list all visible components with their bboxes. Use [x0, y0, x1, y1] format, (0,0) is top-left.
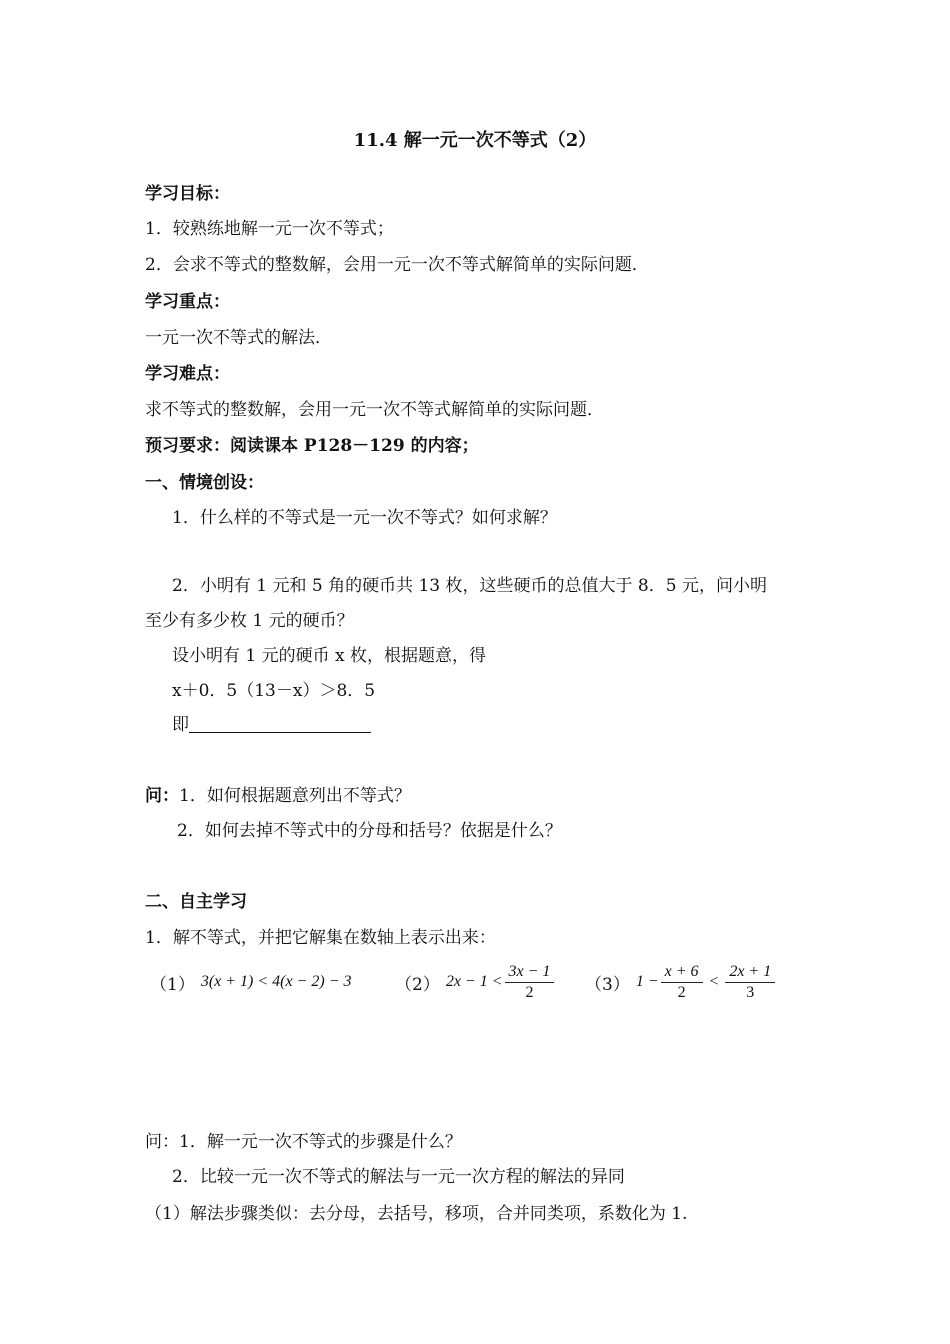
- ask2-question-3: （1）解法步骤类似：去分母，去括号，移项，合并同类项，系数化为 1.: [145, 1204, 688, 1224]
- ask2-question-1: 问：1．解一元一次不等式的步骤是什么？: [145, 1132, 462, 1152]
- equation-3-lhs: 1 −: [635, 973, 659, 990]
- equation-3-denominator-2: 3: [746, 983, 755, 1001]
- preview-requirement: 预习要求：阅读课本 P128－129 的内容；: [145, 436, 479, 456]
- section2-heading: 二、自主学习: [145, 892, 247, 912]
- equation-2: [395, 958, 556, 1006]
- ji-label: 即: [172, 715, 189, 735]
- ask1-line-1: [145, 785, 411, 807]
- equation-2-numerator: 3x − 1: [505, 962, 555, 983]
- answer-line: [172, 714, 371, 736]
- ask1-question-1: 1．如何根据题意列出不等式？: [179, 786, 411, 806]
- key-heading: 学习重点：: [145, 292, 230, 312]
- goal-item: 1．较熟练地解一元一次不等式；: [145, 219, 394, 239]
- equation-1: [150, 958, 352, 1006]
- equation-2-denominator: 2: [525, 983, 534, 1001]
- key-text: 一元一次不等式的解法．: [145, 328, 332, 348]
- goal-item: 2．会求不等式的整数解，会用一元一次不等式解简单的实际问题．: [145, 255, 649, 275]
- situation-question-1: 1．什么样的不等式是一元一次不等式？如何求解？: [172, 508, 557, 528]
- inequality-text: x＋0．5（13－x）＞8．5: [172, 681, 376, 701]
- ask2-question-2: 2．比较一元一次不等式的解法与一元一次方程的解法的异同: [172, 1167, 625, 1187]
- equation-1-label: （1）: [150, 974, 195, 995]
- equation-3-numerator-2: 2x + 1: [725, 962, 775, 983]
- equation-3-label: （3）: [585, 974, 630, 995]
- equation-3-numerator-1: x + 6: [661, 962, 703, 983]
- self-study-task: 1．解不等式，并把它解集在数轴上表示出来：: [145, 928, 496, 948]
- equation-2-label: （2）: [395, 974, 440, 995]
- equation-3-fraction-1: [661, 962, 703, 1003]
- equation-2-fraction: [505, 962, 555, 1003]
- answer-blank: [189, 716, 371, 733]
- goals-heading: 学习目标：: [145, 184, 230, 204]
- equation-3-fraction-2: [725, 962, 775, 1003]
- equation-3-operator: <: [708, 973, 720, 990]
- page-title: 11.4 解一元一次不等式（2）: [353, 130, 597, 151]
- equation-3-denominator-1: 2: [677, 983, 686, 1001]
- setup-text: 设小明有 1 元的硬币 x 枚，根据题意，得: [172, 646, 487, 666]
- situation-question-2-cont: 至少有多少枚 1 元的硬币？: [145, 611, 354, 631]
- difficulty-text: 求不等式的整数解，会用一元一次不等式解简单的实际问题．: [145, 400, 604, 420]
- section1-heading: 一、情境创设：: [145, 473, 264, 493]
- situation-question-2: 2．小明有 1 元和 5 角的硬币共 13 枚，这些硬币的总值大于 8．5 元，问小明: [172, 576, 767, 596]
- equation-3: [585, 958, 777, 1006]
- ask1-question-2: 2．如何去掉不等式中的分母和括号？依据是什么？: [177, 821, 562, 841]
- equation-1-expr: 3(x + 1) < 4(x − 2) − 3: [200, 973, 352, 990]
- equation-2-lhs: 2x − 1 <: [445, 973, 503, 990]
- difficulty-heading: 学习难点：: [145, 364, 230, 384]
- ask-prefix: 问：: [145, 786, 179, 806]
